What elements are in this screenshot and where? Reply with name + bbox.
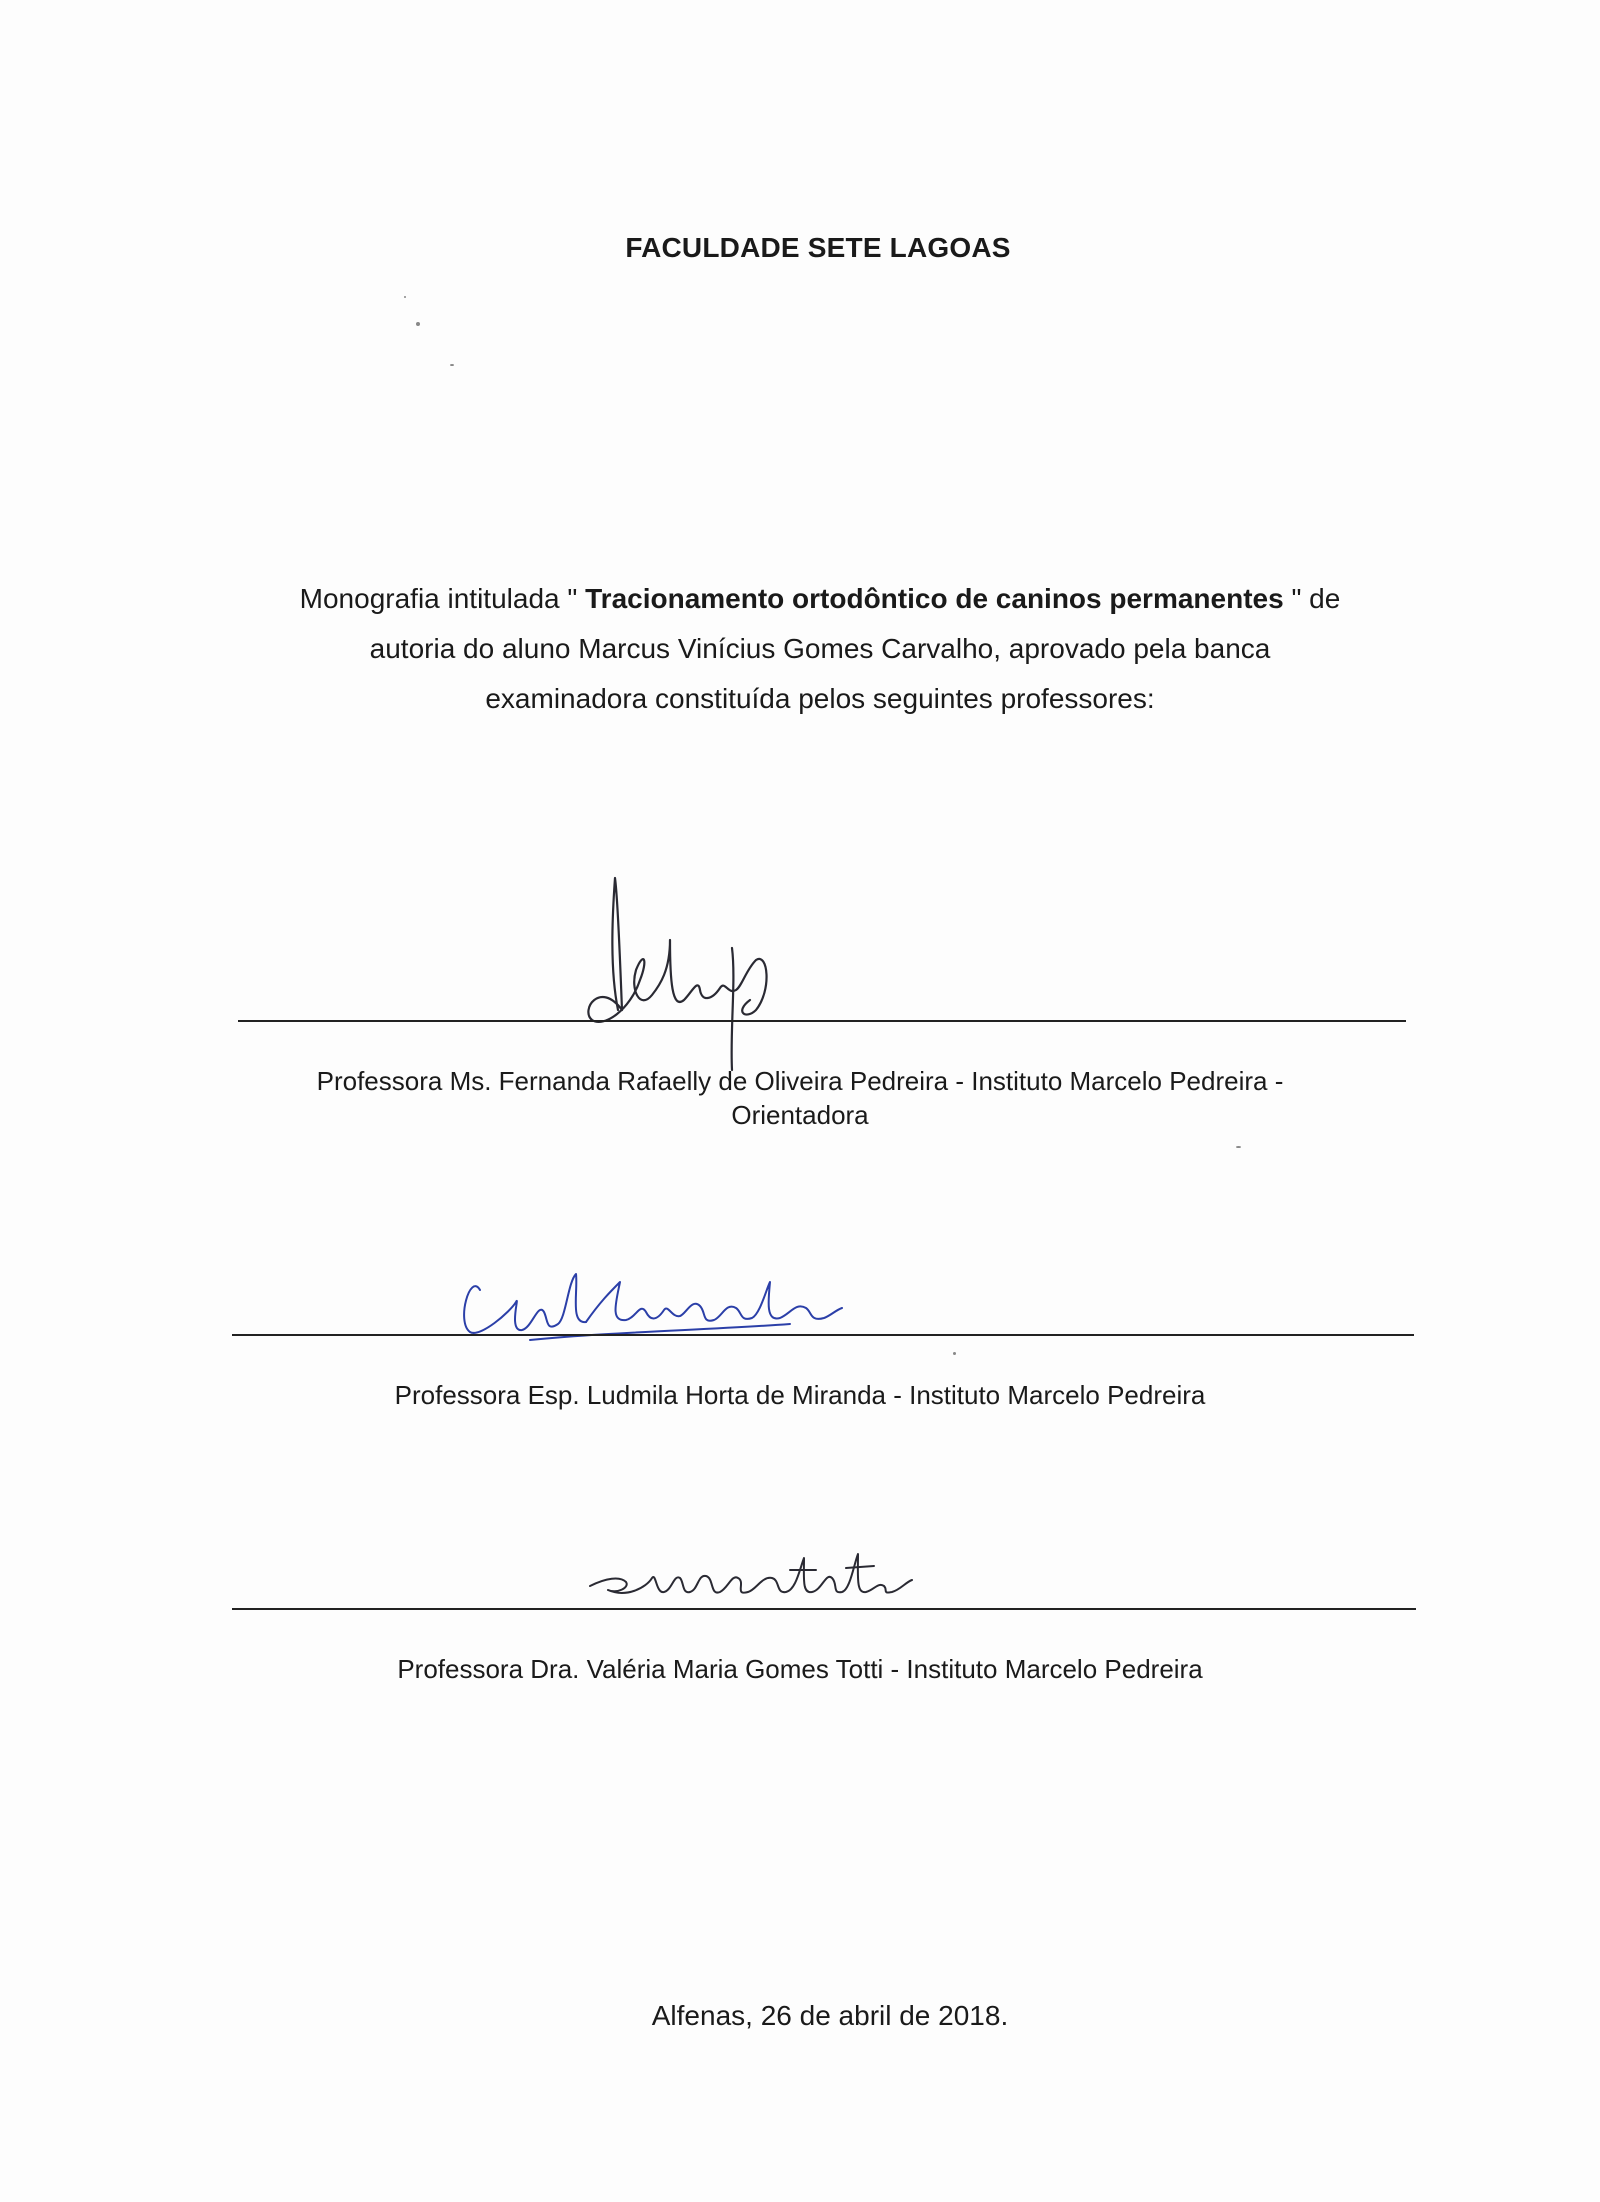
scan-speck: [1236, 1146, 1241, 1148]
scan-speck: [953, 1352, 956, 1355]
place-and-date: Alfenas, 26 de abril de 2018.: [651, 2000, 1009, 2031]
statement-prefix: Monografia intitulada ": [299, 583, 586, 614]
examiner-3-name: Professora Dra. Valéria Maria Gomes Totti - Instituto Marcelo Pedreira: [397, 1654, 1203, 1684]
examiner-caption-1: [0, 1064, 1600, 1132]
statement-line-3: examinadora constituída pelos seguintes professores:: [485, 683, 1155, 714]
statement-suffix: " de: [1283, 583, 1341, 614]
examiner-caption-2: [0, 1378, 1600, 1412]
monograph-title: Tracionamento ortodôntico de caninos permanentes: [585, 583, 1284, 614]
scan-speck: [404, 296, 406, 298]
statement-line-1: [200, 574, 1440, 624]
examiner-caption-3: [0, 1652, 1600, 1686]
scan-speck: [450, 364, 454, 366]
examiner-1-name: Professora Ms. Fernanda Rafaelly de Oliveira Pedreira - Instituto Marcelo Pedreira -: [316, 1066, 1284, 1096]
monograph-statement: [200, 574, 1440, 724]
signature-line-2: [232, 1334, 1414, 1336]
statement-line-2: autoria do aluno Marcus Vinícius Gomes Carvalho, aprovado pela banca: [369, 633, 1271, 664]
signature-pedreira: [560, 860, 800, 1080]
examiner-2-name: Professora Esp. Ludmila Horta de Miranda - Instituto Marcelo Pedreira: [394, 1380, 1206, 1410]
signature-line-1: [238, 1020, 1406, 1022]
examiner-1-role: Orientadora: [731, 1100, 869, 1130]
signature-miranda: [450, 1262, 850, 1352]
institution-name: FACULDADE SETE LAGOAS: [625, 232, 1011, 263]
signature-line-3: [232, 1608, 1416, 1610]
scan-speck: [416, 322, 420, 326]
